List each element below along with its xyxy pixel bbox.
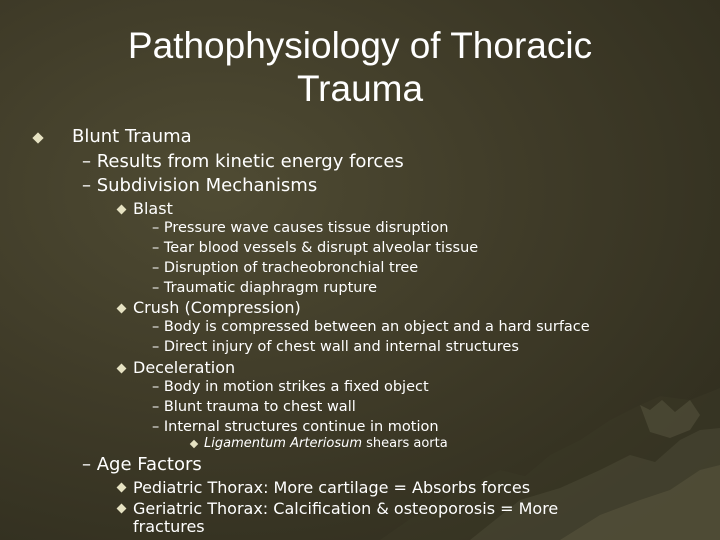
title-line-1: Pathophysiology of Thoracic	[127, 25, 593, 66]
age-geriatric-cont: fractures	[133, 517, 205, 536]
crush-item: – Body is compressed between an object and a hard surface	[152, 319, 590, 335]
mechanism-deceleration: Deceleration	[133, 358, 236, 377]
deceleration-item: – Blunt trauma to chest wall	[152, 399, 356, 415]
deceleration-item: – Body in motion strikes a fixed object	[152, 379, 429, 395]
sub-age-factors: – Age Factors	[82, 454, 202, 475]
page-title	[60, 24, 660, 110]
blast-item: – Disruption of tracheobronchial tree	[152, 260, 419, 276]
ligamentum-rest: shears aorta	[362, 436, 448, 451]
crush-item: – Direct injury of chest wall and internal structures	[152, 339, 519, 355]
blast-item: – Traumatic diaphragm rupture	[152, 280, 378, 296]
title-line-2: Trauma	[296, 68, 424, 109]
age-pediatric: Pediatric Thorax: More cartilage = Absorbs forces	[133, 478, 531, 497]
mechanism-blast: Blast	[133, 199, 173, 218]
ligamentum-note	[204, 436, 448, 451]
blast-item: – Tear blood vessels & disrupt alveolar tissue	[152, 240, 479, 256]
age-geriatric: Geriatric Thorax: Calcification & osteoporosis = More	[133, 499, 559, 518]
bullet-blunt-trauma: Blunt Trauma	[72, 126, 192, 147]
ligamentum-italic: Ligamentum Arteriosum	[204, 436, 363, 451]
blast-item: – Pressure wave causes tissue disruption	[152, 220, 449, 236]
sub-kinetic-energy: – Results from kinetic energy forces	[82, 151, 404, 172]
sub-subdivision-mechanisms: – Subdivision Mechanisms	[82, 175, 318, 196]
mechanism-crush: Crush (Compression)	[133, 298, 301, 317]
deceleration-item: – Internal structures continue in motion	[152, 419, 439, 435]
